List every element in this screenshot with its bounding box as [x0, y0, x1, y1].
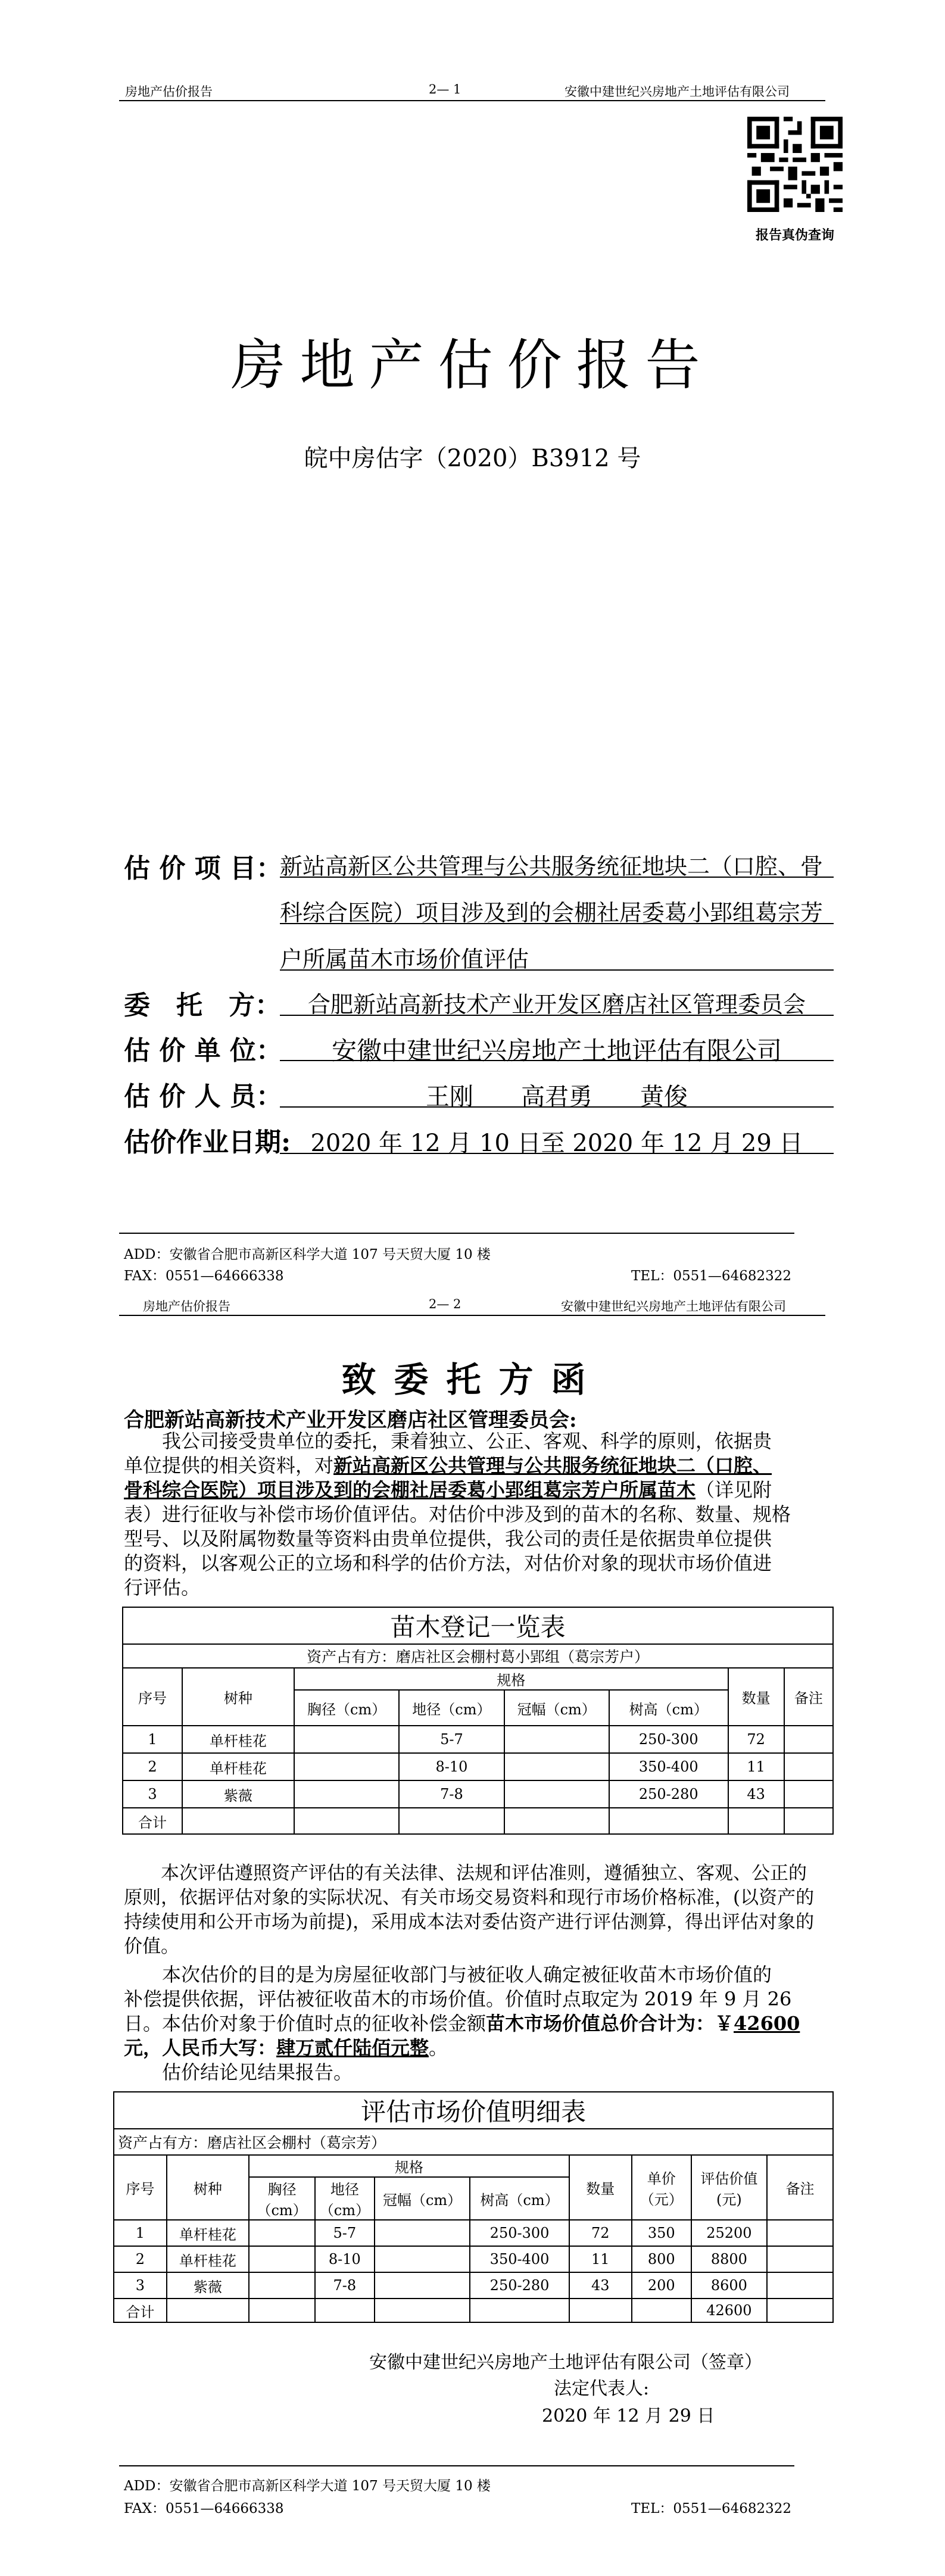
cell-note [767, 2246, 833, 2272]
para1-line-3 [124, 1478, 838, 1502]
date-label: 估价作业日期: [124, 1127, 291, 1158]
qr-caption: 报告真伪查询 [755, 227, 834, 243]
cell-species: 单杆桂花 [182, 1753, 294, 1780]
cell-empty [504, 1808, 609, 1834]
cell-empty [609, 1808, 728, 1834]
para3-line-1: 本次估价的目的是为房屋征收部门与被征收人确定被征收苗木市场价值的 [124, 1963, 772, 1986]
table1-h-height: 树高（cm） [609, 1690, 728, 1726]
cell-qty: 43 [728, 1780, 784, 1808]
cell-value: 25200 [691, 2220, 767, 2246]
sign-date: 2020 年 12 月 29 日 [542, 2406, 715, 2427]
cell-empty [167, 2299, 249, 2322]
p2-footer-fax: FAX：0551—64666338 [124, 2501, 284, 2516]
para1-line-6: 的资料，以客观公正的立场和科学的估价方法，对估价对象的现状市场价值进 [124, 1552, 772, 1574]
paragraph-3 [124, 1963, 838, 2085]
p2-header-left: 房地产估价报告 [143, 1299, 230, 1314]
cell-qty: 11 [569, 2246, 632, 2272]
para3-total-label: 苗木市场价值总价合计为：￥ [486, 2012, 734, 2035]
cell-crown [375, 2272, 470, 2299]
cell-no: 1 [114, 2220, 167, 2246]
cell-empty [470, 2299, 569, 2322]
cell-empty [767, 2299, 833, 2322]
table2-total-label: 合计 [114, 2299, 167, 2322]
para3-rmb-words: 肆万贰仟陆佰元整 [276, 2037, 429, 2059]
p2-footer-rule [119, 2465, 794, 2466]
header-page-number: 2— 1 [429, 82, 461, 96]
seedling-register-table [122, 1607, 834, 1835]
para1-line-7: 行评估。 [124, 1576, 201, 1599]
cell-height: 250-300 [609, 1726, 728, 1753]
table-row [123, 1726, 833, 1753]
cell-qty: 11 [728, 1753, 784, 1780]
project-line-3: 户所属苗木市场价值评估 [280, 941, 834, 971]
cell-note [767, 2272, 833, 2299]
table-row [123, 1753, 833, 1780]
table-row [114, 2246, 833, 2272]
cell-qty: 72 [569, 2220, 632, 2246]
cell-ground: 5-7 [399, 1726, 504, 1753]
para2-line-1: 本次评估遵照资产评估的有关法律、法规和评估准则，遵循独立、客观、公正的 [124, 1863, 807, 1884]
cell-crown [504, 1780, 609, 1808]
cell-species: 紫薇 [167, 2272, 249, 2299]
para1-line-5: 型号、以及附属物数量等资料由贵单位提供，我公司的责任是依据贵单位提供 [124, 1527, 772, 1550]
para1-line-3-tail: （详见附 [696, 1479, 772, 1501]
para1-line-2-bold: 新站高新区公共管理与公共服务统征地块二（口腔、 [333, 1454, 772, 1477]
cell-species: 单杆桂花 [167, 2246, 249, 2272]
table2-owner: 资产占有方：磨店社区会棚村（葛宗芳） [114, 2129, 833, 2155]
table2-h-crown: 冠幅（cm） [375, 2177, 470, 2220]
footer-rule [119, 1233, 794, 1234]
table2-h-chest: 胸径（cm） [249, 2177, 315, 2220]
client-value: 合肥新站高新技术产业开发区磨店社区管理委员会 [280, 986, 834, 1016]
p2-header-rule [119, 1315, 825, 1316]
cell-chest [249, 2220, 315, 2246]
table2-h-qty: 数量 [569, 2155, 632, 2220]
cell-ground: 8-10 [399, 1753, 504, 1780]
p2-footer-tel: TEL：0551—64682322 [631, 2501, 792, 2516]
cell-note [784, 1753, 833, 1780]
table-total-row [114, 2299, 833, 2322]
cell-empty [728, 1808, 784, 1834]
para1-line-4: 表）进行征收与补偿市场价值评估。对估价中涉及到的苗木的名称、数量、规格 [124, 1503, 791, 1526]
cell-height: 250-280 [470, 2272, 569, 2299]
cell-chest [294, 1780, 399, 1808]
cell-crown [375, 2246, 470, 2272]
cell-empty [784, 1808, 833, 1834]
table2-h-spec: 规格 [249, 2155, 569, 2177]
table2-h-species: 树种 [167, 2155, 249, 2220]
table2-h-ground: 地径（cm） [315, 2177, 375, 2220]
paragraph-1 [124, 1429, 838, 1600]
cell-chest [249, 2246, 315, 2272]
table2-h-no: 序号 [114, 2155, 167, 2220]
footer-fax: FAX：0551—64666338 [124, 1268, 284, 1284]
cell-unit: 200 [632, 2272, 691, 2299]
date-value: 2020 年 12 月 10 日至 2020 年 12 月 29 日 [280, 1124, 834, 1154]
para1-line-1: 我公司接受贵单位的委托，秉着独立、公正、客观、科学的原则，依据贵 [124, 1430, 772, 1452]
table-row [123, 1780, 833, 1808]
table1-owner: 资产占有方：磨店社区会棚村葛小郢组（葛宗芳户） [123, 1644, 833, 1668]
table1-h-qty: 数量 [728, 1668, 784, 1726]
p2-header-right: 安徽中建世纪兴房地产土地评估有限公司 [561, 1299, 786, 1314]
table1-h-crown: 冠幅（cm） [504, 1690, 609, 1726]
header-left: 房地产估价报告 [125, 85, 213, 99]
p2-footer-address: ADD：安徽省合肥市高新区科学大道 107 号天贸大厦 10 楼 [124, 2478, 491, 2494]
para3-total-amount: 42600 [734, 2012, 800, 2035]
table1-h-no: 序号 [123, 1668, 182, 1726]
footer-tel: TEL：0551—64682322 [631, 1268, 792, 1284]
addressee: 合肥新站高新技术产业开发区磨店社区管理委员会: [124, 1408, 577, 1432]
cell-note [784, 1726, 833, 1753]
para1-line-2 [124, 1454, 838, 1478]
header-rule [119, 100, 825, 101]
cell-no: 3 [114, 2272, 167, 2299]
valuer-value: 安徽中建世纪兴房地产土地评估有限公司 [280, 1031, 834, 1061]
cell-empty [399, 1808, 504, 1834]
cell-qty: 72 [728, 1726, 784, 1753]
para2-line-4: 价值。 [124, 1936, 179, 1957]
cell-value: 8600 [691, 2272, 767, 2299]
cell-height: 350-400 [609, 1753, 728, 1780]
cell-height: 350-400 [470, 2246, 569, 2272]
table1-h-ground: 地径（cm） [399, 1690, 504, 1726]
cell-height: 250-280 [609, 1780, 728, 1808]
table1-h-chest: 胸径（cm） [294, 1690, 399, 1726]
cell-empty [294, 1808, 399, 1834]
document-number: 皖中房估字（2020）B3912 号 [304, 445, 641, 472]
para1-line-3-bold: 骨科综合医院）项目涉及到的会棚社居委葛小郢组葛宗芳户所属苗木 [124, 1479, 696, 1501]
cell-chest [294, 1726, 399, 1753]
cell-ground: 5-7 [315, 2220, 375, 2246]
table2-h-value: 评估价值(元) [691, 2155, 767, 2220]
cell-ground: 7-8 [315, 2272, 375, 2299]
cell-note [784, 1780, 833, 1808]
cell-empty [375, 2299, 470, 2322]
cell-empty [315, 2299, 375, 2322]
cell-height: 250-300 [470, 2220, 569, 2246]
table2-h-unit: 单价（元） [632, 2155, 691, 2220]
header-right: 安徽中建世纪兴房地产土地评估有限公司 [564, 85, 790, 99]
para3-line-4 [124, 2036, 838, 2060]
para3-end: 。 [429, 2037, 448, 2059]
cell-note [767, 2220, 833, 2246]
table-total-row [123, 1808, 833, 1834]
sign-representative: 法定代表人: [554, 2378, 650, 2399]
table2-caption: 评估市场价值明细表 [114, 2092, 833, 2129]
cell-unit: 800 [632, 2246, 691, 2272]
cell-empty [249, 2299, 315, 2322]
project-line-1: 新站高新区公共管理与公共服务统征地块二（口腔、骨 [280, 848, 834, 878]
cell-no: 2 [114, 2246, 167, 2272]
cell-empty [182, 1808, 294, 1834]
para4: 估价结论见结果报告。 [124, 2061, 353, 2084]
para3-line-3-text: 日。本估价对象于价值时点的征收补偿金额 [124, 2012, 486, 2035]
staff-label: 估 价 人 员： [124, 1081, 282, 1112]
para1-line-2-text: 单位提供的相关资料，对 [124, 1454, 334, 1477]
cell-no: 3 [123, 1780, 182, 1808]
client-label: 委 托 方： [124, 990, 281, 1021]
para2-line-2: 原则，依据评估对象的实际状况、有关市场交易资料和现行市场价格标准，(以资产的 [124, 1887, 815, 1908]
cell-no: 1 [123, 1726, 182, 1753]
sign-company: 安徽中建世纪兴房地产土地评估有限公司（签章） [369, 2352, 762, 2373]
valuer-label: 估 价 单 位： [124, 1036, 282, 1066]
report-title: 房地产估价报告 [230, 333, 715, 397]
para3-line-2: 补偿提供依据，评估被征收苗木的市场价值。价值时点取定为 2019 年 9 月 26 [124, 1988, 792, 2010]
valuation-detail-table [113, 2091, 834, 2323]
cell-chest [294, 1753, 399, 1780]
cell-empty [632, 2299, 691, 2322]
table2-total-value: 42600 [691, 2299, 767, 2322]
letter-title: 致委托方函 [341, 1359, 604, 1400]
cell-species: 单杆桂花 [167, 2220, 249, 2246]
table-row [114, 2272, 833, 2299]
cell-crown [375, 2220, 470, 2246]
cell-species: 紫薇 [182, 1780, 294, 1808]
table1-h-species: 树种 [182, 1668, 294, 1726]
para3-rmb-label: 元，人民币大写： [124, 2037, 277, 2059]
cell-crown [504, 1753, 609, 1780]
cell-species: 单杆桂花 [182, 1726, 294, 1753]
para2-line-3: 持续使用和公开市场为前提)，采用成本法对委估资产进行评估测算，得出评估对象的 [124, 1911, 815, 1933]
cell-crown [504, 1726, 609, 1753]
table2-h-height: 树高（cm） [470, 2177, 569, 2220]
cell-value: 8800 [691, 2246, 767, 2272]
paragraph-2 [124, 1861, 838, 1959]
cell-ground: 7-8 [399, 1780, 504, 1808]
cell-no: 2 [123, 1753, 182, 1780]
cell-chest [249, 2272, 315, 2299]
staff-value: 王刚 高君勇 黄俊 [280, 1078, 834, 1108]
table1-h-spec: 规格 [294, 1668, 728, 1690]
cell-empty [569, 2299, 632, 2322]
cell-unit: 350 [632, 2220, 691, 2246]
table1-caption: 苗木登记一览表 [123, 1607, 833, 1644]
cell-qty: 43 [569, 2272, 632, 2299]
table2-h-note: 备注 [767, 2155, 833, 2220]
table1-total-label: 合计 [123, 1808, 182, 1834]
project-label: 估 价 项 目： [124, 853, 282, 884]
qr-code-icon [747, 117, 843, 212]
table1-h-note: 备注 [784, 1668, 833, 1726]
cell-ground: 8-10 [315, 2246, 375, 2272]
p2-header-page-number: 2— 2 [429, 1297, 461, 1311]
project-line-2: 科综合医院）项目涉及到的会棚社居委葛小郢组葛宗芳 [280, 894, 834, 924]
footer-address: ADD：安徽省合肥市高新区科学大道 107 号天贸大厦 10 楼 [124, 1247, 491, 1262]
table-row [114, 2220, 833, 2246]
para3-line-3 [124, 2011, 838, 2036]
